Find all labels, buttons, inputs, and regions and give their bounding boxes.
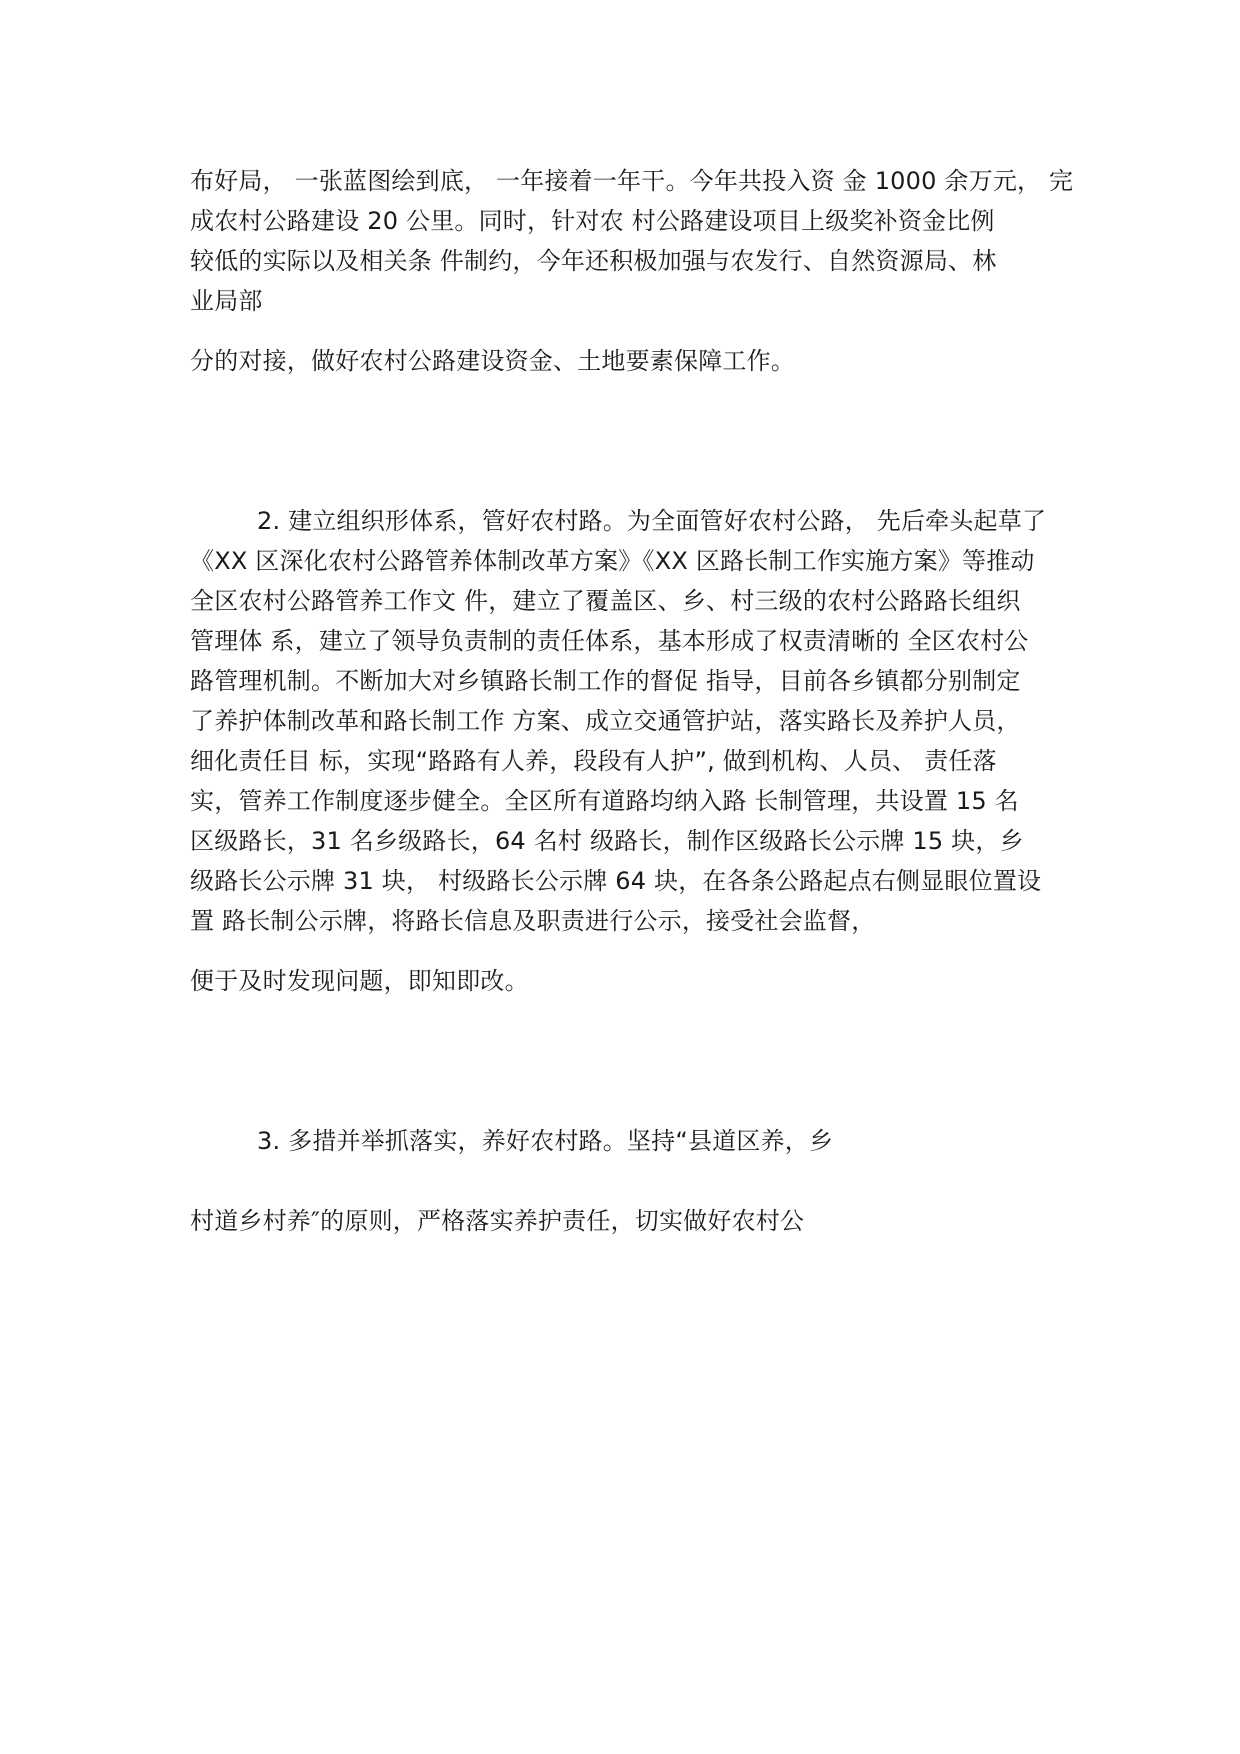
paragraph2-line-9: 区级路长，31 名乡级路长，64 名村 级路长，制作区级路长公示牌 15 块，乡 bbox=[190, 827, 1024, 855]
paragraph1-line-4: 业局部 bbox=[190, 287, 263, 315]
paragraph2-line-11: 置 路长制公示牌，将路长信息及职责进行公示，接受社会监督， bbox=[190, 907, 876, 935]
paragraph2-line-6: 了养护体制改革和路长制工作 方案、成立交通管护站，落实路长及养护人员， bbox=[190, 707, 1021, 735]
paragraph1-line-2: 成农村公路建设 20 公里。同时，针对农 村公路建设项目上级奖补资金比例 bbox=[190, 207, 995, 235]
paragraph1-line-3: 较低的实际以及相关条 件制约，今年还积极加强与农发行、自然资源局、林 bbox=[190, 247, 997, 275]
paragraph3-line-1: 3. 多措并举抓落实，养好农村路。坚持“县道区养，乡 bbox=[257, 1127, 834, 1155]
paragraph2-continuation: 便于及时发现问题，即知即改。 bbox=[190, 967, 529, 995]
paragraph2-line-8: 实，管养工作制度逐步健全。全区所有道路均纳入路 长制管理，共设置 15 名 bbox=[190, 787, 1019, 815]
paragraph2-line-10: 级路长公示牌 31 块， 村级路长公示牌 64 块，在各条公路起点右侧显眼位置设 bbox=[190, 867, 1042, 895]
paragraph2-line-3: 全区农村公路管养工作文 件，建立了覆盖区、乡、村三级的农村公路路长组织 bbox=[190, 587, 1021, 615]
paragraph3-line-2: 村道乡村养″的原则，严格落实养护责任，切实做好农村公 bbox=[190, 1207, 805, 1235]
paragraph2-line-7: 细化责任目 标，实现“路路有人养，段段有人护”, 做到机构、人员、 责任落 bbox=[190, 747, 997, 775]
paragraph2-line-5: 路管理机制。不断加大对乡镇路长制工作的督促 指导，目前各乡镇都分别制定 bbox=[190, 667, 1021, 695]
paragraph2-line-2: 《XX 区深化农村公路管养体制改革方案》《XX 区路长制工作实施方案》等推动 bbox=[190, 547, 1035, 575]
paragraph2-line-4: 管理体 系，建立了领导负责制的责任体系，基本形成了权责清晰的 全区农村公 bbox=[190, 627, 1029, 655]
paragraph1-line-1: 布好局， 一张蓝图绘到底， 一年接着一年干。今年共投入资 金 1000 余万元， 完 bbox=[190, 167, 1074, 195]
paragraph2-line-1: 2. 建立组织形体系，管好农村路。为全面管好农村公路， 先后牵头起草了 bbox=[257, 507, 1047, 535]
paragraph1-continuation: 分的对接，做好农村公路建设资金、土地要素保障工作。 bbox=[190, 347, 795, 375]
